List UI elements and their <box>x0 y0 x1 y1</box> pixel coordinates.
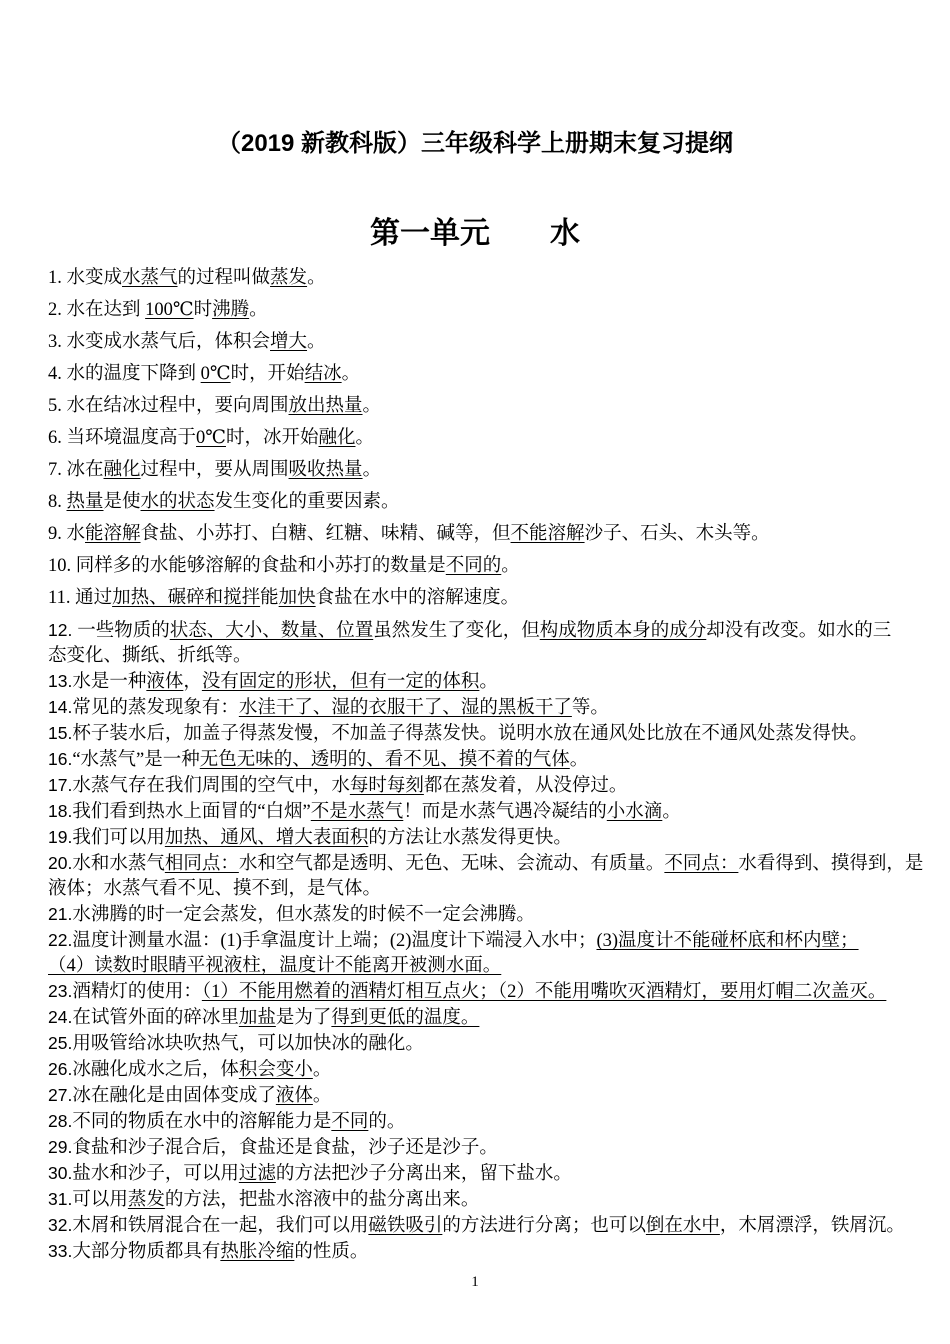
text-run: 时 <box>193 300 213 320</box>
text-run: 的。 <box>368 1112 406 1132</box>
underlined-text: 加快 <box>278 588 316 608</box>
underlined-text: 放出热量 <box>288 396 363 416</box>
item-number: 13. <box>48 671 73 691</box>
text-run: 当环境温度高于 <box>66 428 197 448</box>
list-item <box>48 586 944 611</box>
text-run: 的性质。 <box>294 1242 369 1262</box>
underlined-text: (3)温度计不能碰杯底和杯内壁； <box>596 931 859 951</box>
underlined-text: 不同的 <box>445 556 502 576</box>
item-number: 6. <box>48 428 67 448</box>
item-number: 20. <box>48 853 73 873</box>
text-run: 是使 <box>103 492 141 512</box>
item-list <box>0 266 950 1265</box>
underlined-text: 沸腾 <box>212 300 250 320</box>
text-run: 过程中，要从周围 <box>140 460 289 480</box>
underlined-text: 加盐 <box>238 1008 276 1028</box>
item-number: 5. <box>48 396 67 416</box>
list-item <box>48 458 944 483</box>
list-item <box>48 1213 944 1239</box>
text-run: 的方法让水蒸发得更快。 <box>368 828 572 848</box>
text-run: 时，开始 <box>230 364 305 384</box>
item-number: 25. <box>48 1033 73 1053</box>
underlined-text: 0℃ <box>200 364 231 384</box>
text-run: 。 <box>501 556 520 576</box>
text-run: 的方法把沙子分离出来，留下盐水。 <box>275 1164 572 1184</box>
text-run: 水在结冰过程中，要向周围 <box>66 396 289 416</box>
item-number: 27. <box>48 1085 73 1105</box>
underlined-text: 加热、通风、增大表面积 <box>164 828 369 848</box>
text-run: 冰在融化是由固体变成了 <box>72 1086 276 1106</box>
underlined-text: 过滤 <box>238 1164 276 1184</box>
underlined-text: 结冰 <box>304 364 342 384</box>
text-run: 水 <box>66 524 86 544</box>
underlined-text: 蒸发 <box>270 268 308 288</box>
underlined-text: 构成物质本身的成分 <box>539 621 707 641</box>
underlined-text: 得到更低的温度。 <box>331 1008 480 1028</box>
text-run: 木屑和铁屑混合在一起，我们可以用 <box>72 1216 369 1236</box>
item-number: 19. <box>48 827 73 847</box>
item-number: 3. <box>48 332 67 352</box>
text-run: 的过程叫做 <box>177 268 271 288</box>
text-run: 。 <box>479 672 498 692</box>
text-run: 食盐、小苏打、白糖、红糖、味精、碱等，但 <box>140 524 511 544</box>
list-item <box>48 1239 944 1265</box>
item-number: 18. <box>48 801 73 821</box>
text-run: ，木屑漂浮，铁屑沉。 <box>719 1216 905 1236</box>
list-item <box>48 426 944 451</box>
underlined-text: 热量 <box>66 492 104 512</box>
underlined-text: 吸收热量 <box>288 460 363 480</box>
item-number: 26. <box>48 1059 73 1079</box>
list-item <box>48 330 944 355</box>
text-run: 通过 <box>75 588 113 608</box>
item-number: 22. <box>48 930 73 950</box>
list-item <box>48 669 944 695</box>
underlined-text: 水的状态 <box>140 492 215 512</box>
text-run: 水看得到、摸得到，是 <box>738 854 924 874</box>
text-run: 冰融化成水之后，体 <box>72 1060 239 1080</box>
underlined-text: 小水滴 <box>606 802 663 822</box>
underlined-text: 每时每刻 <box>349 776 424 796</box>
text-run: 我们可以用 <box>72 828 165 848</box>
list-item <box>48 1135 944 1161</box>
list-item <box>48 773 944 799</box>
underlined-text: 融化 <box>103 460 141 480</box>
list-item <box>48 1057 944 1083</box>
list-item <box>48 1109 944 1135</box>
text-run: 都在蒸发着，从没停过。 <box>423 776 628 796</box>
underlined-text: 倒在水中 <box>645 1216 720 1236</box>
item-number: 2. <box>48 300 67 320</box>
list-item <box>48 394 944 419</box>
list-item <box>48 902 944 928</box>
item-number: 1. <box>48 268 67 288</box>
item-number: 30. <box>48 1163 73 1183</box>
list-item <box>48 979 944 1005</box>
text-run: 虽然发生了变化，但 <box>373 621 540 641</box>
underlined-text: 不同 <box>331 1112 369 1132</box>
underlined-text: （4）读数时眼睛平视液柱，温度计不能离开被测水面。 <box>48 956 502 976</box>
underlined-text: 增大 <box>270 332 308 352</box>
underlined-text: 不同点： <box>664 854 739 874</box>
text-run: 食盐和沙子混合后，食盐还是食盐，沙子还是沙子。 <box>72 1138 498 1158</box>
list-item <box>48 747 944 773</box>
item-number: 29. <box>48 1137 73 1157</box>
text-run: 酒精灯的使用： <box>72 982 202 1002</box>
underlined-text: 0℃ <box>196 428 226 448</box>
text-run: 水变成 <box>66 268 123 288</box>
text-run: 不同的物质在水中的溶解能力是 <box>72 1112 332 1132</box>
text-run: 。 <box>341 364 361 384</box>
item-number: 32. <box>48 1215 73 1235</box>
list-item <box>48 851 944 902</box>
underlined-text: 蒸发 <box>127 1190 165 1210</box>
underlined-text: 水洼干了、湿的衣服干了、湿的黑板干了 <box>238 698 572 718</box>
text-run: 可以用 <box>72 1190 128 1210</box>
text-run: 水蒸气存在我们周围的空气中，水 <box>72 776 350 796</box>
underlined-text: 液体 <box>275 1086 313 1106</box>
text-run: 杯子装水后，加盖子得蒸发慢，不加盖子得蒸发快。说明水放在通风处比放在不通风处蒸发得快。 <box>72 724 868 744</box>
list-item <box>48 825 944 851</box>
list-item <box>48 618 944 669</box>
list-item <box>48 522 944 547</box>
text-run: 。 <box>362 396 382 416</box>
text-run: “水蒸气”是一种 <box>72 750 200 770</box>
list-item <box>48 362 944 387</box>
underlined-text: 相同点： <box>164 854 239 874</box>
text-run: 水沸腾的时一定会蒸发，但水蒸发的时候不一定会沸腾。 <box>72 905 535 925</box>
document-title: （2019 新教科版）三年级科学上册期末复习提纲 <box>216 130 734 157</box>
item-number: 14. <box>48 697 73 717</box>
text-run: 发生变化的重要因素。 <box>214 492 400 512</box>
text-run: ！而是水蒸气遇冷凝结的 <box>403 802 607 822</box>
list-item <box>48 298 944 323</box>
text-run: 我们看到热水上面冒的“白烟” <box>72 802 311 822</box>
text-run: 水和空气都是透明、无色、无味、会流动、有质量。 <box>238 854 665 874</box>
item-number: 7. <box>48 460 67 480</box>
text-run: 同样多的水能够溶解的食盐和小苏打的数量是 <box>75 556 446 576</box>
text-run: 时，冰开始 <box>225 428 319 448</box>
text-run: 的方法进行分离；也可以 <box>442 1216 646 1236</box>
text-run: 液体；水蒸气看不见、摸不到，是气体。 <box>48 879 382 899</box>
list-item <box>48 1161 944 1187</box>
item-number: 17. <box>48 775 73 795</box>
list-item <box>48 799 944 825</box>
text-run: 冰在 <box>66 460 104 480</box>
underlined-text: 无色无味的、透明的、看不见、摸不着的气体 <box>199 750 570 770</box>
text-run: 。 <box>312 1060 332 1080</box>
text-run: 。 <box>307 268 326 288</box>
underlined-text: 融化 <box>318 428 356 448</box>
underlined-text: （1）不能用燃着的酒精灯相互点火；（2）不能用嘴吹灭酒精灯，要用灯帽二次盖灭。 <box>201 982 887 1002</box>
item-number: 31. <box>48 1189 73 1209</box>
text-run: 水在达到 <box>66 300 146 320</box>
text-run: 沙子、石头、木头等。 <box>584 524 770 544</box>
underlined-text: 状态、大小、数量、位置 <box>169 621 374 641</box>
underlined-text: 热胀冷缩 <box>220 1242 295 1262</box>
text-run: 等。 <box>571 698 609 718</box>
text-run: 水是一种 <box>72 672 147 692</box>
list-item <box>48 266 944 291</box>
item-number: 33. <box>48 1241 73 1261</box>
list-item <box>48 1005 944 1031</box>
item-number: 12. <box>48 620 78 640</box>
item-number: 28. <box>48 1111 73 1131</box>
text-run: ， <box>183 672 202 692</box>
underlined-text: 100℃ <box>145 300 194 320</box>
text-run: 。 <box>662 802 681 822</box>
text-run: 水和水蒸气 <box>72 854 165 874</box>
text-run: 水的温度下降到 <box>66 364 201 384</box>
text-run: 大部分物质都具有 <box>72 1242 221 1262</box>
list-item <box>48 490 944 515</box>
text-run: 。 <box>312 1086 332 1106</box>
section-heading: 第一单元 水 <box>370 217 580 250</box>
list-item <box>48 1187 944 1213</box>
text-run: 常见的蒸发现象有： <box>72 698 239 718</box>
text-run: 在试管外面的碎冰里 <box>72 1008 239 1028</box>
list-item <box>48 1083 944 1109</box>
item-number: 21. <box>48 904 73 924</box>
item-number: 16. <box>48 749 73 769</box>
item-number: 24. <box>48 1007 73 1027</box>
underlined-text: 水蒸气 <box>122 268 178 288</box>
text-run: 用吸管给冰块吹热气，可以加快冰的融化。 <box>72 1034 424 1054</box>
underlined-text: 不能溶解 <box>510 524 585 544</box>
text-run: 。 <box>355 428 375 448</box>
text-run: 食盐在水中的溶解速度。 <box>315 588 520 608</box>
underlined-text: 加热、碾碎和搅拌 <box>112 588 261 608</box>
item-number: 15. <box>48 723 73 743</box>
text-run: 。 <box>362 460 382 480</box>
text-run: 态变化、撕纸、折纸等。 <box>48 646 252 666</box>
list-item <box>48 721 944 747</box>
underlined-text: 不是水蒸气 <box>310 802 404 822</box>
item-number: 11. <box>48 588 76 608</box>
list-item <box>48 695 944 721</box>
underlined-text: 能溶解 <box>85 524 141 544</box>
text-run: 盐水和沙子，可以用 <box>72 1164 239 1184</box>
text-run: 。 <box>249 300 268 320</box>
text-run: 。 <box>307 332 326 352</box>
list-item <box>48 554 944 579</box>
text-run: 却没有改变。如水的三 <box>706 621 892 641</box>
item-number: 8. <box>48 492 67 512</box>
list-item <box>48 928 944 979</box>
underlined-text: 磁铁吸引 <box>368 1216 443 1236</box>
underlined-text: 积会变小 <box>238 1060 313 1080</box>
text-run: 温度计测量水温：(1)手拿温度计上端；(2)温度计下端浸入水中； <box>72 931 597 951</box>
item-number: 4. <box>48 364 67 384</box>
item-number: 10. <box>48 556 76 576</box>
text-run: 能 <box>260 588 279 608</box>
text-run: 水变成水蒸气后，体积会 <box>66 332 271 352</box>
page-number: 1 <box>471 1274 479 1290</box>
text-run: 是为了 <box>275 1008 332 1028</box>
text-run: 一些物质的 <box>77 621 170 641</box>
underlined-text: 没有固定的形状，但有一定的体积 <box>201 672 480 692</box>
list-item <box>48 1031 944 1057</box>
underlined-text: 液体 <box>146 672 184 692</box>
item-number: 9. <box>48 524 67 544</box>
text-run: 。 <box>569 750 589 770</box>
item-number: 23. <box>48 981 73 1001</box>
text-run: 的方法，把盐水溶液中的盐分离出来。 <box>164 1190 480 1210</box>
